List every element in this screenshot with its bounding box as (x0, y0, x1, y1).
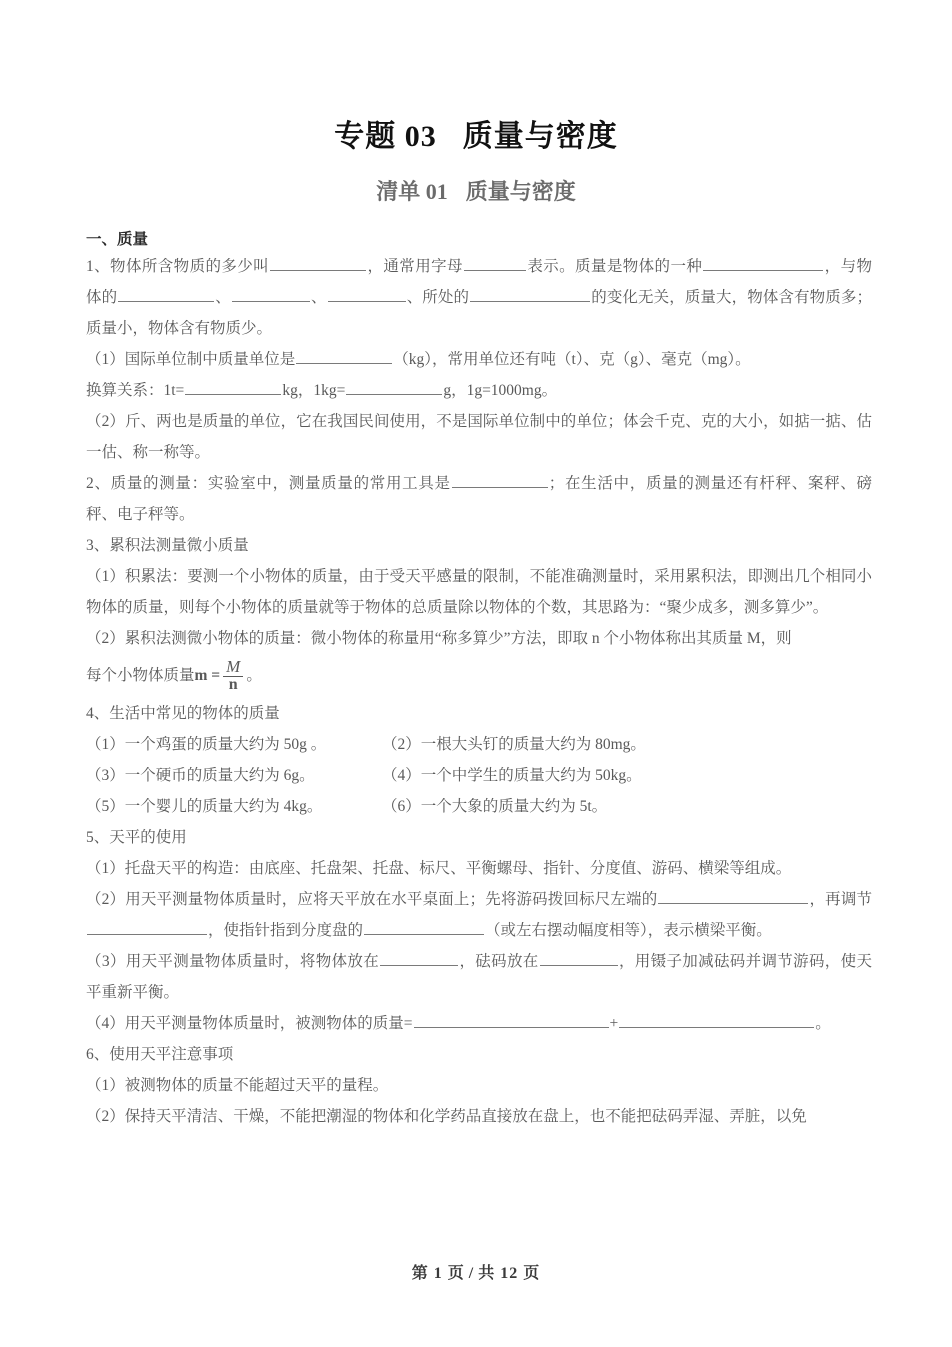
paragraph-item1 (86, 251, 872, 344)
example-right: （2）一根大头钉的质量大约为 80mg。 (382, 736, 646, 754)
item1-1-text-a: （1）国际单位制中质量单位是 (86, 351, 296, 369)
blank-field[interactable] (87, 920, 207, 936)
blank-field[interactable] (232, 287, 310, 303)
example-left: （3）一个硬币的质量大约为 6g。 (86, 767, 315, 785)
item5-2-text-d: （或左右摆动幅度相等），表示横梁平衡。 (485, 922, 772, 940)
footer-separator: / (468, 1265, 475, 1282)
item1-text-g: 、所处的 (406, 289, 470, 307)
page-subtitle-prefix: 清单 01 (376, 178, 448, 204)
item5-3-text-b: ，砝码放在 (459, 953, 539, 971)
item1-text-e: 、 (215, 289, 231, 307)
paragraph-item5-3 (86, 946, 872, 1008)
conversion-text-b: kg，1kg= (282, 382, 346, 400)
footer-total-unit: 页 (523, 1265, 541, 1282)
item5-4-plus-sign: + (609, 1015, 619, 1033)
blank-field[interactable] (703, 256, 823, 272)
paragraph-conversion (86, 375, 872, 406)
item5-4-text-a: （4）用天平测量物体质量时，被测物体的质量= (86, 1015, 413, 1033)
formula-lead-text: 每个小物体质量 (86, 667, 195, 685)
item1-text-f: 、 (310, 289, 327, 307)
blank-field[interactable] (414, 1013, 609, 1029)
footer-total-number: 12 (500, 1265, 519, 1282)
paragraph-item1-1 (86, 344, 872, 375)
paragraph-item6-1: （1）被测物体的质量不能超过天平的量程。 (86, 1077, 389, 1095)
item5-2-text-b: ，再调节 (809, 891, 872, 909)
heading-mass: 一、质量 (86, 231, 149, 248)
blank-field[interactable] (346, 380, 442, 396)
page-title (0, 0, 952, 156)
page-subtitle (0, 156, 952, 207)
blank-field[interactable] (364, 920, 484, 936)
item1-text-a: 1、物体所含物质的多少叫 (86, 258, 270, 276)
item2-text-b: ；在生活中，质量的测量还有杆秤、案秤、磅秤、电子秤等。 (86, 475, 872, 524)
example-row (86, 760, 872, 791)
page-title-main: 质量与密度 (462, 120, 618, 153)
paragraph-item6-2: （2）保持天平清洁、干燥，不能把潮湿的物体和化学药品直接放在盘上，也不能把砝码弄湿、弄脏，以免 (86, 1108, 807, 1126)
item1-text-h: 的变化无关，质量大，物体含有物质多；质量小，物体含有物质少。 (86, 289, 872, 338)
paragraph-item3-1: （1）积累法：要测一个小物体的质量，由于受天平感量的限制，不能准确测量时，采用累积法，即测出几个相同小物体的质量，则每个小物体的质量就等于物体的总质量除以物体的个数，其思路为：“聚少成多，测多算少”。 (86, 568, 872, 617)
paragraph-item2 (86, 468, 872, 530)
example-left: （5）一个婴儿的质量大约为 4kg。 (86, 798, 323, 816)
paragraph-formula (86, 654, 872, 698)
item5-3-text-a: （3）用天平测量物体质量时，将物体放在 (86, 953, 380, 971)
formula-variable: m = (194, 667, 221, 685)
page-footer (0, 1260, 952, 1283)
footer-page-number: 1 (433, 1265, 443, 1282)
item5-2-text-c: ，使指针指到分度盘的 (208, 922, 364, 940)
page-title-prefix: 专题 03 (334, 120, 437, 153)
heading-item6: 6、使用天平注意事项 (86, 1046, 234, 1064)
blank-field[interactable] (296, 349, 392, 365)
item5-3-text-c: ，用镊子加减砝码并调节游码，使天平重新平衡。 (86, 953, 872, 1002)
paragraph-item5-2 (86, 884, 872, 946)
example-row (86, 791, 872, 822)
heading-item3: 3、累积法测量微小质量 (86, 537, 249, 555)
paragraph-item5-4 (86, 1008, 872, 1039)
item1-text-b: ，通常用字母 (367, 258, 463, 276)
heading-item4: 4、生活中常见的物体的质量 (86, 705, 280, 723)
blank-field[interactable] (328, 287, 406, 303)
blank-field[interactable] (380, 951, 458, 967)
blank-field[interactable] (470, 287, 590, 303)
item2-text-a: 2、质量的测量：实验室中，测量质量的常用工具是 (86, 475, 451, 493)
blank-field[interactable] (658, 889, 808, 905)
example-right: （6）一个大象的质量大约为 5t。 (382, 798, 608, 816)
blank-field[interactable] (185, 380, 281, 396)
item1-text-c: 表示。质量是物体的一种 (526, 258, 703, 276)
blank-field[interactable] (118, 287, 214, 303)
conversion-text-a: 换算关系：1t= (86, 382, 185, 400)
paragraph-item1-2: （2）斤、两也是质量的单位，它在我国民间使用，不是国际单位制中的单位；体会千克、克的大小，如掂一掂、估一估、称一称等。 (86, 413, 872, 462)
item1-text-d: ，与物体的 (86, 258, 872, 307)
paragraph-item5-1: （1）托盘天平的构造：由底座、托盘架、托盘、标尺、平衡螺母、指针、分度值、游码、横梁等组成。 (86, 860, 792, 878)
footer-total-label: 共 (478, 1265, 496, 1282)
page-subtitle-main: 质量与密度 (465, 178, 576, 204)
blank-field[interactable] (452, 473, 548, 489)
fraction-m-over-n (223, 658, 243, 694)
paragraph-item3-2: （2）累积法测微小物体的质量：微小物体的称量用“称多算少”方法，即取 n 个小物体称出其质量 M，则 (86, 630, 792, 648)
blank-field[interactable] (270, 256, 366, 272)
heading-item5: 5、天平的使用 (86, 829, 187, 847)
blank-field[interactable] (619, 1013, 814, 1029)
document-body (86, 228, 872, 1132)
fraction-denominator: n (223, 676, 243, 694)
item5-2-text-a: （2）用天平测量物体质量时，应将天平放在水平桌面上；先将游码拨回标尺左端的 (86, 891, 658, 909)
fraction-numerator: M (226, 656, 241, 676)
footer-page-label: 第 (411, 1265, 429, 1282)
formula-end-punctuation: 。 (246, 667, 262, 685)
blank-field[interactable] (464, 256, 526, 272)
item5-4-end-punctuation: 。 (815, 1015, 831, 1033)
blank-field[interactable] (540, 951, 618, 967)
conversion-text-c: g，1g=1000mg。 (443, 382, 558, 400)
item1-1-text-b: （kg），常用单位还有吨（t）、克（g）、毫克（mg）。 (393, 351, 751, 369)
example-left: （1）一个鸡蛋的质量大约为 50g 。 (86, 736, 327, 754)
example-row (86, 729, 872, 760)
footer-page-unit: 页 (447, 1265, 465, 1282)
example-right: （4）一个中学生的质量大约为 50kg。 (382, 767, 642, 785)
